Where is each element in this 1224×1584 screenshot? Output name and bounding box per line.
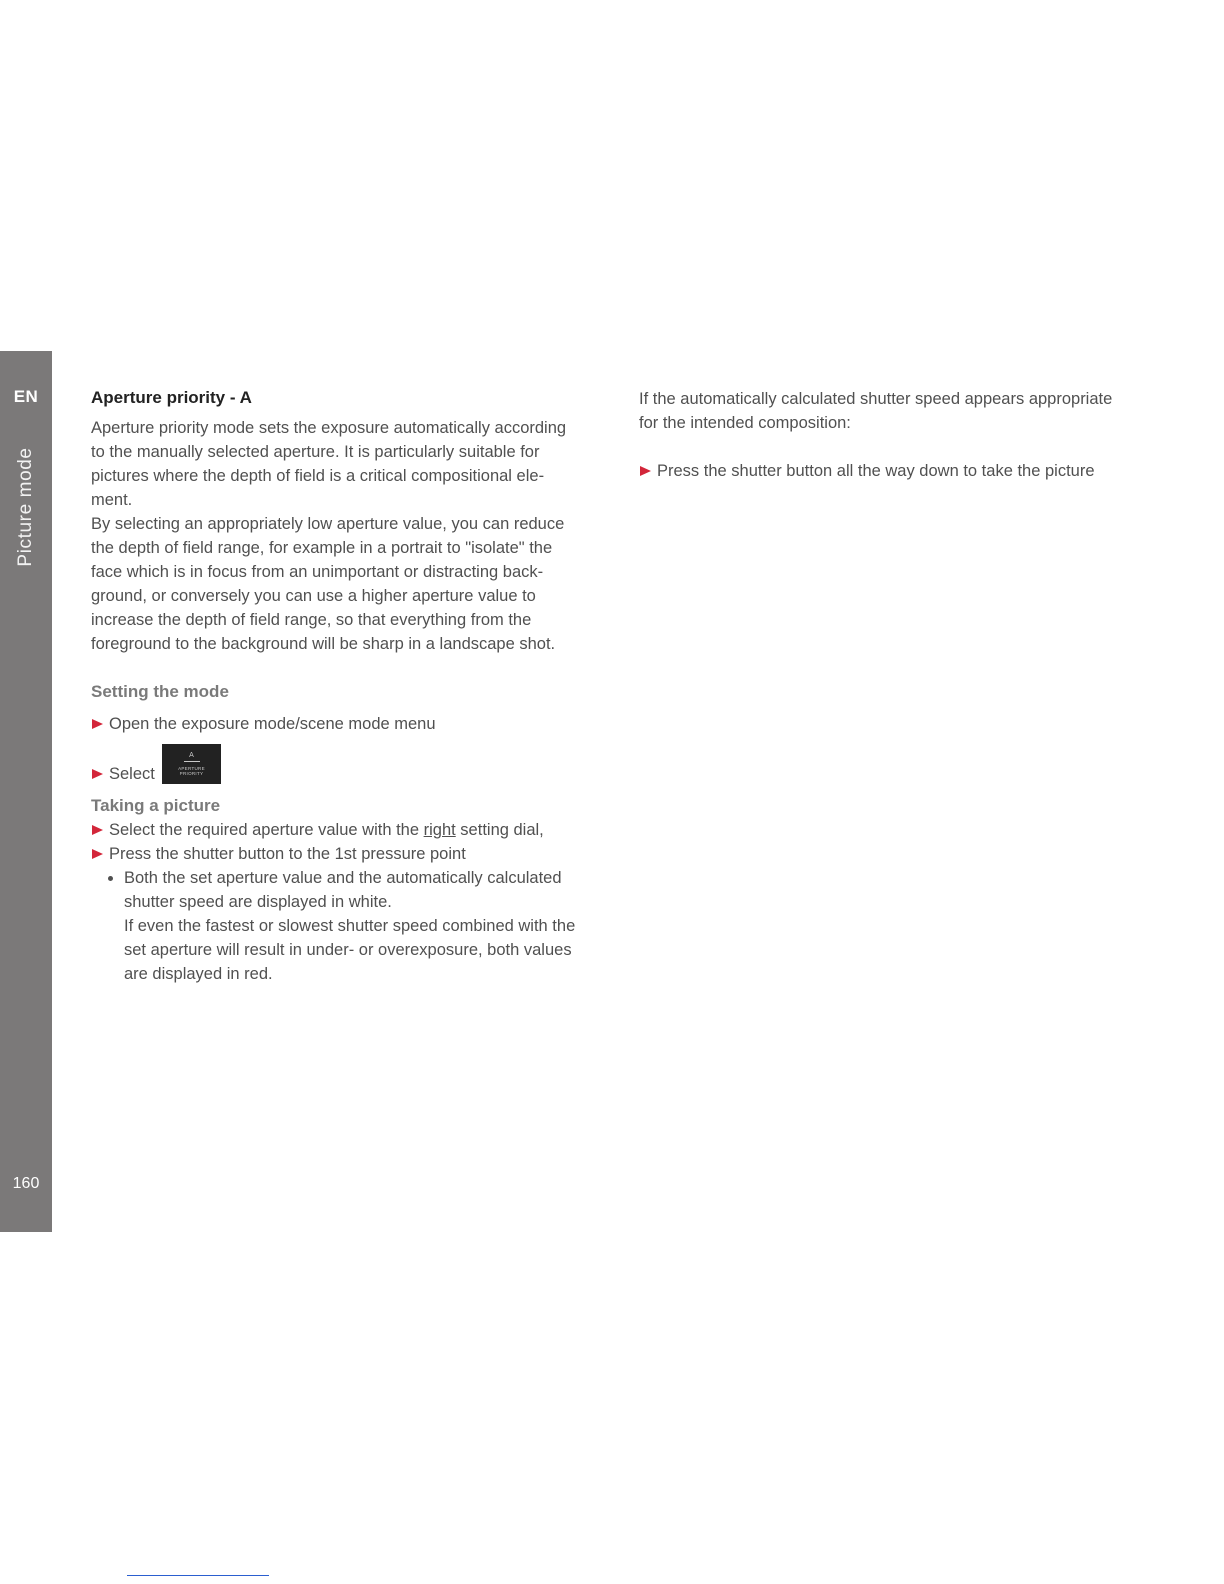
intro-line: ment. — [91, 491, 133, 509]
intro-line: pictures where the depth of field is a critical compositional ele- — [91, 467, 545, 485]
page-number: 160 — [12, 1175, 40, 1192]
step-text: Select — [109, 765, 155, 783]
footnote-rule — [127, 1575, 269, 1576]
bullet-icon — [108, 876, 113, 881]
note-display — [91, 866, 606, 986]
intro-line: If the automatically calculated shutter speed appears appropriate — [639, 390, 1113, 408]
step-text: Press the shutter button to the 1st pressure point — [109, 845, 466, 863]
language-label: EN — [13, 387, 39, 406]
step-text: Select the required aperture value with the — [109, 821, 424, 839]
taking-picture-heading: Taking a picture — [91, 796, 221, 815]
setting-mode-heading: Setting the mode — [91, 682, 229, 701]
note-line: set aperture will result in under- or overexposure, both values — [124, 941, 572, 959]
aperture-priority-mode-icon — [162, 744, 221, 784]
arrow-icon — [92, 769, 103, 779]
sidebar-tab — [0, 351, 52, 1232]
mode-icon-letter: A — [189, 752, 194, 759]
intro-line: foreground to the background will be sharp in a landscape shot. — [91, 635, 556, 653]
section-title: Aperture priority - A — [91, 388, 252, 407]
note-line: shutter speed are displayed in white. — [124, 893, 392, 911]
step-open-menu — [91, 712, 606, 736]
mode-icon-name: APERTURE PRIORITY — [178, 766, 205, 776]
arrow-icon — [92, 849, 103, 859]
step-press-shutter — [91, 842, 606, 866]
step-text: Open the exposure mode/scene mode menu — [109, 715, 436, 733]
intro-line: increase the depth of field range, so that everything from the — [91, 611, 532, 629]
arrow-icon — [92, 719, 103, 729]
step-take-picture — [639, 459, 1159, 483]
note-line: are displayed in red. — [124, 965, 273, 983]
intro-line: to the manually selected aperture. It is particularly suitable for — [91, 443, 540, 461]
intro-line: the depth of field range, for example in a portrait to "isolate" the — [91, 539, 553, 557]
note-line: If even the fastest or slowest shutter speed combined with the — [124, 917, 576, 935]
right-column — [639, 387, 1159, 483]
intro-line: face which is in focus from an unimportant or distracting back- — [91, 563, 544, 581]
step-text: Press the shutter button all the way down to take the picture — [657, 462, 1095, 480]
section-label: Picture mode — [15, 447, 36, 567]
note-line: Both the set aperture value and the automatically calculated — [124, 869, 562, 887]
step-select-mode — [91, 744, 606, 786]
left-column — [91, 386, 606, 986]
right-dial-emphasis: right — [423, 821, 456, 839]
step-text: setting dial, — [455, 821, 544, 839]
arrow-icon — [640, 466, 651, 476]
arrow-icon — [92, 825, 103, 835]
intro-line: for the intended composition: — [639, 414, 851, 432]
intro-line: Aperture priority mode sets the exposure automatically according — [91, 419, 567, 437]
step-select-aperture — [91, 818, 606, 842]
intro-line: By selecting an appropriately low aperture value, you can reduce — [91, 515, 565, 533]
intro-line: ground, or conversely you can use a higher aperture value to — [91, 587, 536, 605]
